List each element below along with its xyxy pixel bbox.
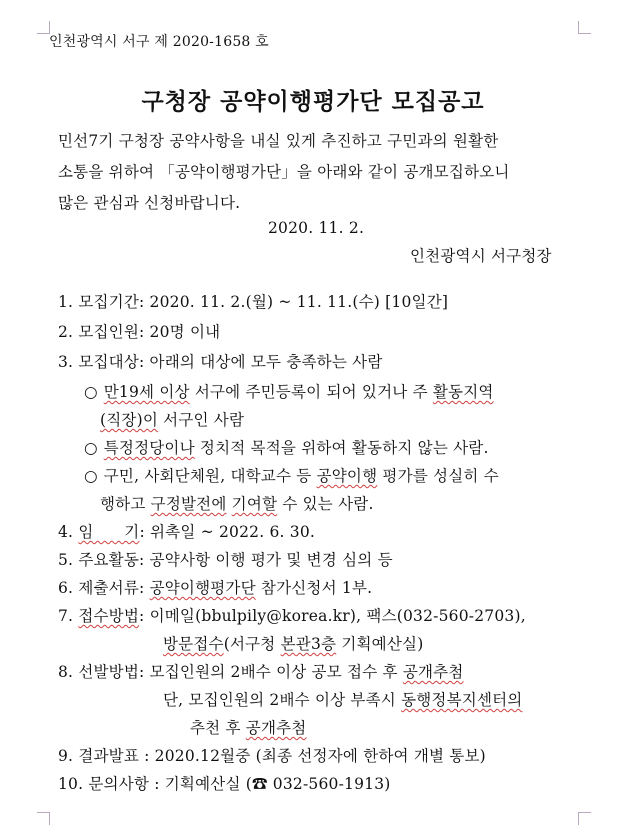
item-6-documents: 6. 제출서류: 공약이행평가단 참가신청서 1부. [58,579,373,597]
bullet-3-line-2: 행하고 구정발전에 기여할 수 있는 사람. [100,495,374,513]
item-8-selection: 8. 선발방법: 모집인원의 2배수 이상 공모 접수 후 공개추첨 [58,663,464,681]
item-2-count: 2. 모집인원: 20명 이내 [58,323,221,341]
circle-bullet-icon: ○ [84,467,98,485]
intro-line-1: 민선7기 구청장 공약사항을 내실 있게 추진하고 구민과의 원활한 [58,132,499,150]
margin-mark-top-right [578,21,591,34]
announcement-date: 2020. 11. 2. [268,219,365,237]
item-8-selection-line-3: 추천 후 공개추첨 [190,719,307,737]
bullet-3-line-1: ○ 구민, 사회단체원, 대학교수 등 공약이행 평가를 성실히 수 [84,467,499,485]
item-7-submission-line-2: 방문접수(서구청 본관3층 기획예산실) [163,635,424,653]
circle-bullet-icon: ○ [84,383,98,401]
margin-mark-bottom-right [578,812,591,825]
item-1-period: 1. 모집기간: 2020. 11. 2.(월) ~ 11. 11.(수) [10일간] [58,293,449,311]
margin-mark-bottom-left [37,812,50,825]
item-5-activities: 5. 주요활동: 공약사항 이행 평가 및 변경 심의 등 [58,551,393,569]
bullet-1-line-2: (직장)이 서구인 사람 [100,411,245,429]
issuer: 인천광역시 서구청장 [410,247,552,265]
item-9-announcement: 9. 결과발표 : 2020.12월중 (최종 선정자에 한하여 개별 통보) [58,747,486,765]
document-number: 인천광역시 서구 제 2020-1658 호 [49,34,269,50]
item-7-submission: 7. 접수방법: 이메일(bbulpily@korea.kr), 팩스(032-560-2703), [58,607,526,625]
bullet-1-line-1: ○ 만19세 이상 서구에 주민등록이 되어 있거나 주 활동지역 [84,383,494,401]
item-10-inquiry: 10. 문의사항 : 기획예산실 (☎ 032-560-1913) [58,775,391,793]
page-title: 구청장 공약이행평가단 모집공고 [141,89,485,115]
circle-bullet-icon: ○ [84,439,98,457]
item-8-selection-line-2: 단, 모집인원의 2배수 이상 부족시 동행정복지센터의 [163,691,523,709]
item-4-term: 4. 임 기: 위촉일 ~ 2022. 6. 30. [58,523,316,541]
item-3-target: 3. 모집대상: 아래의 대상에 모두 충족하는 사람 [58,353,383,371]
intro-line-3: 많은 관심과 신청바랍니다. [58,194,241,212]
intro-line-2: 소통을 위하여 「공약이행평가단」을 아래와 같이 공개모집하오니 [58,163,510,181]
bullet-2: ○ 특정정당이나 정치적 목적을 위하여 활동하지 않는 사람. [84,439,489,457]
